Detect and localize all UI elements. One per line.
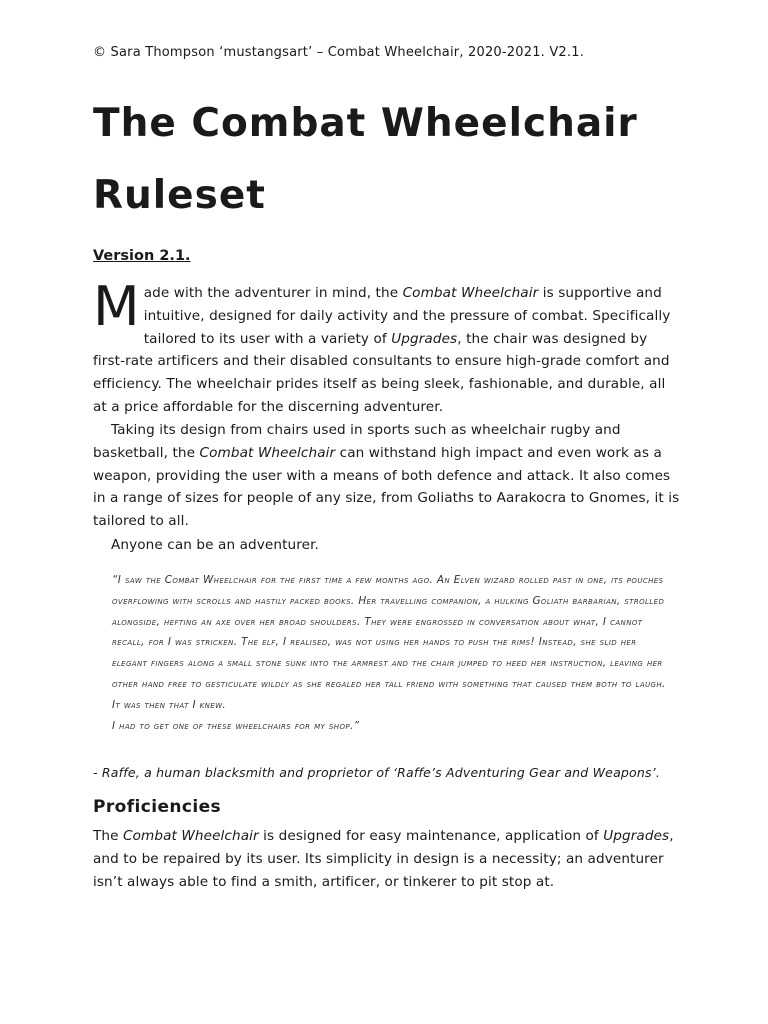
prof-text-c: , and to be repaired by its user. Its simplicity in design is a necessity; an adventurer isn’t always able to find a smith, artificer, or tinkerer to pit stop at. <box>93 828 674 890</box>
intro-p1-emphasis-1: Combat Wheelchair <box>402 285 539 301</box>
drop-cap: M <box>93 275 140 338</box>
prof-text-a: The <box>93 828 124 844</box>
copyright-line: © Sara Thompson ‘mustangsart’ – Combat Wheelchair, 2020-2021. V2.1. <box>93 45 585 60</box>
intro-p1-text-a: ade with the adventurer in mind, the <box>143 285 403 301</box>
title-line-2: Ruleset <box>93 173 266 218</box>
quote-attribution: - Raffe, a human blacksmith and proprietor of ‘Raffe’s Adventuring Gear and Weapons’. <box>93 765 661 780</box>
quote-text: “I saw the Combat Wheelchair for the first time a few months ago. An Elven wizard rolled past in one, its pouches overflowing with scrolls and hastily packed books. Her travelling companion, a hulking Goliath barbarian, strolled alongside, hefting an axe over her broad shoulders. They were engrossed in conversation about what, I cannot recall, for I was stricken. The elf, I realised, was not using her hands to push the rims! Instead, she slid her elegant fingers along a small stone sunk into the armrest and the chair jumped to heed her instruction, leaving her other hand free to gesticulate wildly as she regaled her tall friend with something that caused them both to laugh. It was then that I knew. <box>112 574 666 711</box>
intro-paragraph-2 <box>93 419 683 533</box>
document-title <box>93 88 733 232</box>
section-heading-proficiencies: Proficiencies <box>93 797 222 817</box>
intro-p1-emphasis-2: Upgrades <box>391 330 458 347</box>
proficiencies-paragraph <box>93 825 683 893</box>
prof-text-b: is designed for easy maintenance, application of <box>258 828 604 844</box>
prof-emphasis-1: Combat Wheelchair <box>123 828 259 844</box>
intro-p2-emphasis: Combat Wheelchair <box>199 444 336 461</box>
title-line-1: The Combat Wheelchair <box>93 101 638 146</box>
intro-p2-text-b: can withstand high impact and even work as a weapon, providing the user with a means of both defence and attack. It also comes in a range of sizes for people of any size, from Goliaths to Aarakocra to Gnomes, it is tailored to all. <box>93 444 680 530</box>
quote-last-line: I had to get one of these wheelchairs for my shop.” <box>112 719 360 732</box>
blockquote <box>112 570 672 736</box>
prof-emphasis-2: Upgrades <box>603 828 670 844</box>
version-label: Version 2.1. <box>93 248 191 264</box>
intro-paragraph-3: Anyone can be an adventurer. <box>111 537 319 553</box>
intro-p1-text-c: , the chair was designed by first-rate artificers and their disabled consultants to ensure high-grade comfort and efficiency. The wheelchair prides itself as being sleek, fashionable, and durable, all at a price affordable for the discerning adventurer. <box>93 330 670 415</box>
intro-p1-text-b: is supportive and intuitive, designed for daily activity and the pressure of combat. Specifically tailored to its user with a variety of <box>143 285 671 347</box>
intro-p2-text-a: Taking its design from chairs used in sports such as wheelchair rugby and basketball, the <box>93 422 621 461</box>
intro-paragraph-1 <box>93 275 683 419</box>
